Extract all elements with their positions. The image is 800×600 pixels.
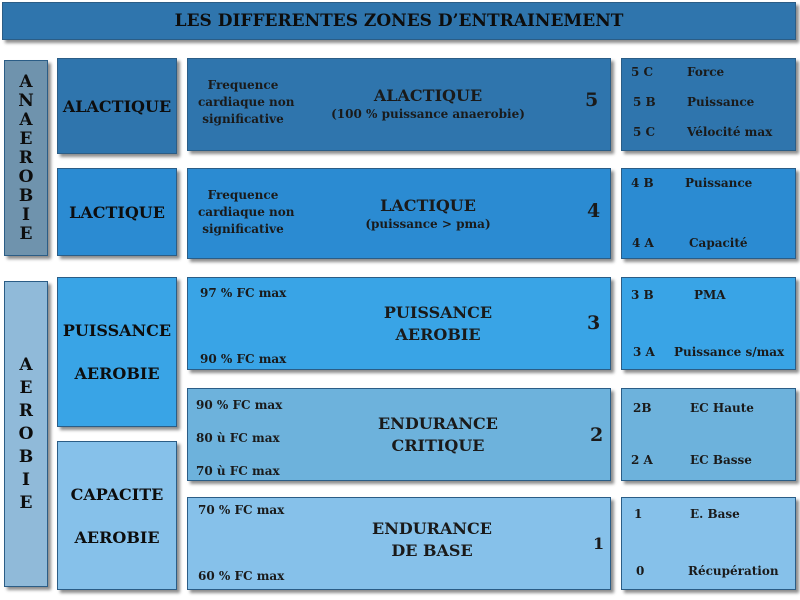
- subzone-label: Récupération: [688, 564, 779, 578]
- zone-lactique: [57, 168, 177, 256]
- aerobie-letter: B: [18, 446, 34, 467]
- zone-box-puissance-aerobie: [187, 277, 611, 370]
- zone-capacite-aerobie-line: CAPACITE: [70, 484, 164, 504]
- zone-subtitle: (puissance > pma): [365, 217, 491, 231]
- subzones-alactique: [621, 58, 796, 151]
- subzone-code: 4 B: [631, 176, 654, 190]
- subzone-code: 2B: [633, 401, 652, 415]
- subzone-code: 3 A: [633, 345, 655, 359]
- subzone-label: EC Haute: [690, 401, 754, 415]
- zone-title-line: ENDURANCE: [378, 414, 498, 433]
- zone-number: 5: [585, 89, 599, 111]
- aerobie-letter: O: [18, 423, 34, 444]
- zone-number: 3: [587, 312, 601, 334]
- zone-subtitle: (100 % puissance anaerobie): [331, 107, 525, 121]
- subzone-label: Puissance s/max: [674, 345, 785, 359]
- anaerobie-letter: E: [19, 223, 33, 244]
- zone-title-line: PUISSANCE: [383, 303, 493, 322]
- zone-number: 4: [587, 200, 601, 222]
- zone-title-line: ENDURANCE: [372, 519, 492, 538]
- zone-alactique-label: ALACTIQUE: [62, 96, 172, 116]
- zone-title: ALACTIQUE: [373, 86, 483, 105]
- subzone-label: Capacité: [689, 236, 748, 250]
- subzone-label: PMA: [694, 288, 726, 302]
- anaerobie-letter: B: [18, 185, 34, 206]
- zone-title: [338, 302, 538, 346]
- fc-max-label: 97 % FC max: [200, 286, 287, 300]
- zone-title: [332, 518, 532, 562]
- zone-capacite-aerobie: [57, 441, 177, 590]
- aerobie-letter: E: [19, 492, 33, 513]
- anaerobie-letter: A: [19, 109, 33, 130]
- fc-max-label: 90 % FC max: [196, 398, 283, 412]
- subzone-code: 1: [634, 507, 643, 521]
- zone-number: 1: [593, 534, 605, 553]
- fc-max-label: 80 ù FC max: [196, 431, 280, 445]
- subzone-label: Puissance: [687, 95, 755, 109]
- aerobie-letter: R: [18, 400, 34, 421]
- aerobie-letter: A: [19, 354, 33, 375]
- anaerobie-letter: N: [18, 90, 34, 111]
- subzone-code: 3 B: [631, 288, 654, 302]
- aerobie-letter: I: [22, 469, 30, 490]
- diagram-title: LES DIFFERENTES ZONES D’ENTRAINEMENT: [2, 2, 796, 40]
- zone-puissance-aerobie: [57, 277, 177, 427]
- anaerobie-letter: R: [18, 147, 34, 168]
- fc-note-line: significative: [202, 112, 284, 126]
- aerobie-label: [4, 281, 48, 587]
- anaerobie-letter: A: [19, 71, 33, 92]
- subzone-code: 5 C: [633, 125, 656, 139]
- subzone-label: Force: [687, 65, 725, 79]
- anaerobie-letter: E: [19, 128, 33, 149]
- subzones-endurance-critique: [621, 388, 796, 481]
- fc-max-label: 90 % FC max: [200, 352, 287, 366]
- fc-note: [198, 187, 295, 238]
- subzone-code: 0: [636, 564, 645, 578]
- zone-number: 2: [590, 424, 604, 446]
- fc-max-label: 70 ù FC max: [196, 464, 280, 478]
- zone-box-endurance-base: [187, 497, 611, 590]
- fc-max-label: 70 % FC max: [198, 503, 285, 517]
- fc-note: [198, 77, 295, 128]
- anaerobie-letter: I: [22, 204, 30, 225]
- zone-capacite-aerobie-line: AEROBIE: [74, 527, 160, 547]
- anaerobie-letter: O: [18, 166, 34, 187]
- subzone-code: 2 A: [631, 453, 653, 467]
- zone-lactique-label: LACTIQUE: [69, 202, 165, 222]
- subzone-label: Vélocité max: [687, 125, 773, 139]
- zone-box-lactique: [187, 168, 611, 259]
- zone-title-line: CRITIQUE: [391, 436, 485, 455]
- zone-box-alactique: [187, 58, 611, 151]
- fc-note-line: cardiaque non: [198, 205, 295, 219]
- subzone-code: 4 A: [632, 236, 654, 250]
- fc-note-line: cardiaque non: [198, 95, 295, 109]
- fc-note-line: Frequence: [207, 188, 279, 202]
- subzone-label: Puissance: [685, 176, 753, 190]
- zone-puissance-aerobie-line: PUISSANCE: [62, 321, 172, 340]
- zone-box-endurance-critique: [187, 388, 611, 481]
- subzones-endurance-base: [621, 497, 796, 590]
- zone-title-line: AEROBIE: [395, 325, 481, 344]
- fc-note-line: Frequence: [207, 78, 279, 92]
- fc-note-line: significative: [202, 222, 284, 236]
- zone-title: LACTIQUE: [380, 196, 476, 215]
- zone-title-line: DE BASE: [391, 541, 473, 560]
- zone-puissance-aerobie-line: AEROBIE: [74, 364, 160, 383]
- aerobie-letter: E: [19, 377, 33, 398]
- subzone-code: 5 B: [633, 95, 656, 109]
- zone-title: [338, 413, 538, 457]
- subzones-puissance-aerobie: [621, 277, 796, 370]
- subzone-code: 5 C: [631, 65, 654, 79]
- subzone-label: EC Basse: [690, 453, 752, 467]
- zone-alactique: [57, 58, 177, 154]
- fc-max-label: 60 % FC max: [198, 569, 285, 583]
- subzones-lactique: [621, 168, 796, 259]
- anaerobie-label: [4, 60, 48, 256]
- subzone-label: E. Base: [690, 507, 740, 521]
